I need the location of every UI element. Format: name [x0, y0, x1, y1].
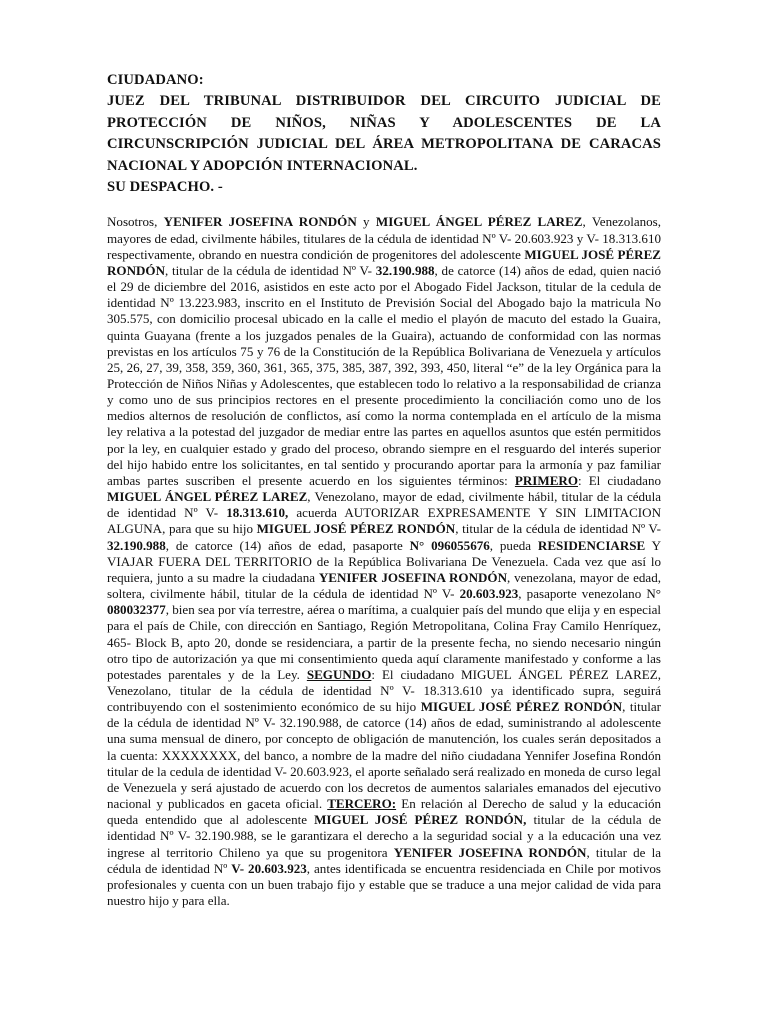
body-emphasis: 32.190.988 [107, 537, 166, 553]
agreement-body [107, 214, 661, 909]
body-text: , titular de la cédula de identidad Nº V- 32.190.988, de catorce (14) años de edad, suministrando al adolescente una suma mensual de dinero, por concepto de obligación de manutención, los cuales serán depositados a la cuenta: XXXXXXXX, del banco, a nombre de la madre del niño ciudadana Yennifer Josefina Rondón titular de la cedula de identidad V- 20.603.923, el aporte señalado será realizado en moneda de curso legal de Venezuela y será ajustado de acuerdo con los decretos de aumentos salariales emanados del ejecutivo nacional y publicados en gaceta oficial. [107, 699, 662, 812]
body-text: y [356, 214, 376, 230]
body-emphasis: 18.313.610, [226, 505, 289, 521]
body-emphasis: RESIDENCIARSE [537, 537, 646, 553]
body-text: , antes identificada se encuentra residenciada en Chile por motivos profesionales y cuenta con un buen trabajo fijo y estable que se traduce a una mejor calidad de vida para nuestro hijo y para ella. [107, 860, 661, 908]
body-text: Y VIAJAR FUERA DEL TERRITORIO de la República Bolivariana De Venezuela. Cada vez que así lo requiera, junto a su madre la ciudadana [107, 537, 661, 585]
heading-salutation: CIUDADANO: [107, 72, 204, 88]
heading-line-2: PROTECCIÓN DE NIÑOS, NIÑAS Y ADOLESCENTES DE LA [107, 114, 661, 131]
body-emphasis: 080032377 [107, 602, 166, 618]
body-text: , titular de la cédula de identidad Nº V- [165, 262, 376, 278]
body-emphasis: MIGUEL JOSÉ PÉREZ RONDÓN, [314, 812, 527, 828]
body-emphasis: MIGUEL JOSÉ PÉREZ RONDÓN [107, 246, 661, 278]
body-text: , de catorce (14) años de edad, quien nació el 29 de diciembre del 2016, asistidos en este acto por el Abogado Fidel Jackson, titular de la cedula de identidad Nº 13.223.983, inscrito en el Instituto de Previsión Social del Abogado bajo la matricula No 305.575, con domicilio procesal ubicado en la calle el medio el playón de macuto del estado la Guaira, quinta Guayana (frente a los juzgados penales de la Guaira), actuando de conformidad con las normas previstas en los artículos 75 y 76 de la Constitución de la República Bolivariana de Venezuela y artículos 25, 26, 27, 39, 358, 359, 360, 361, 365, 375, 385, 387, 392, 393, 450, literal “e” de la ley Orgánica para la Protección de Niños Niñas y Adolescentes, que establecen todo lo relativo a la responsabilidad de crianza y como uno de sus principios rectores en el presente procedimiento la conciliación como uno de los medios alternos de resolución de conflictos, así como la norma contemplada en el artículo de la misma ley relativa a la potestad del juzgador de mediar entre las partes en aquellos asuntos que estén permitidos por la ley, en cualquier estado y grado del proceso, obrando siempre en el resguardo del interés superior del hijo habido entre los solicitantes, en tal sentido y procurando aportar para la armonía y paz familiar ambas partes suscriben el presente acuerdo en los siguientes términos: [107, 262, 662, 488]
document-page [107, 70, 661, 909]
body-emphasis: PRIMERO [514, 472, 578, 488]
body-emphasis: MIGUEL ÁNGEL PÉREZ LAREZ [107, 489, 308, 505]
body-emphasis: V- 20.603.923 [231, 860, 307, 876]
heading-line-4: NACIONAL Y ADOPCIÓN INTERNACIONAL. [107, 157, 418, 174]
body-text: , Venezolano, mayor de edad, civilmente hábil, titular de la cédula de identidad Nº V- [107, 489, 661, 521]
document-heading [107, 70, 661, 198]
body-text: acuerda AUTORIZAR EXPRESAMENTE Y SIN LIMITACION ALGUNA, para que su hijo [107, 505, 661, 537]
body-emphasis: SEGUNDO [306, 666, 372, 682]
body-emphasis: MIGUEL ÁNGEL PÉREZ LAREZ [375, 214, 583, 230]
body-text: , pueda [489, 537, 538, 553]
body-emphasis: MIGUEL JOSÉ PÉREZ RONDÓN [420, 699, 623, 715]
body-emphasis: YENIFER JOSEFINA RONDÓN [393, 844, 587, 860]
body-text: , venezolana, mayor de edad, soltera, civilmente hábil, titular de la cédula de identidad Nº V- [107, 569, 662, 602]
body-text: : El ciudadano [577, 472, 661, 488]
body-emphasis: YENIFER JOSEFINA RONDÓN [318, 569, 507, 585]
body-emphasis: N° 096055676 [409, 537, 490, 553]
body-emphasis: 20.603.923 [459, 586, 519, 602]
body-emphasis: MIGUEL JOSÉ PÉREZ RONDÓN [256, 521, 456, 537]
body-text: , titular de la cédula de identidad Nº [107, 844, 662, 876]
heading-despacho: SU DESPACHO. - [107, 179, 223, 196]
body-text: , titular de la cédula de identidad Nº V- [455, 521, 661, 537]
heading-spacer [107, 198, 661, 214]
body-text: : El ciudadano MIGUEL ÁNGEL PÉREZ LAREZ, Venezolano, titular de la cédula de identidad Nº V- 18.313.610 ya identificado supra, seguirá contribuyendo con el sostenimiento económico de su hijo [107, 666, 661, 715]
body-emphasis: 32.190.988 [375, 262, 435, 278]
body-text: , bien sea por vía terrestre, aérea o marítima, a cualquier país del mundo que elija y en especial para el país de Chile, con dirección en Santiago, Región Metropolitana, Colina Fray Camilo Henríquez, 465- Block B, apto 20, donde se residenciara, a partir de la presente fecha, no siendo necesario ningún otro tipo de autorización ya que mi consentimiento queda aquí claramente manifestado y conforme a las potestades parentales y de la Ley. [107, 602, 661, 682]
body-text: Nosotros, [107, 214, 164, 230]
body-emphasis: TERCERO: [327, 796, 397, 812]
body-text: , de catorce (14) años de edad, pasaporte [165, 537, 410, 553]
heading-line-1: JUEZ DEL TRIBUNAL DISTRIBUIDOR DEL CIRCUITO JUDICIAL DE [107, 93, 661, 110]
body-text: , Venezolanos, mayores de edad, civilmente hábiles, titulares de la cédula de identidad Nº V- 20.603.923 y V- 18.313.610 respectivamente, obrando en nuestra condición de progenitores del adolescente [107, 214, 662, 262]
body-emphasis: YENIFER JOSEFINA RONDÓN [163, 214, 357, 230]
body-text: titular de la cédula de identidad Nº V- 32.190.988, se le garantizara el derecho a la seguridad social y a la educación una vez ingrese al territorio Chileno ya que su progenitora [107, 812, 662, 860]
heading-line-3: CIRCUNSCRIPCIÓN JUDICIAL DEL ÁREA METROPOLITANA DE CARACAS [107, 136, 661, 153]
body-text: , pasaporte venezolano N° [518, 586, 661, 602]
body-text: En relación al Derecho de salud y la educación queda entendido que al adolescente [107, 796, 662, 828]
